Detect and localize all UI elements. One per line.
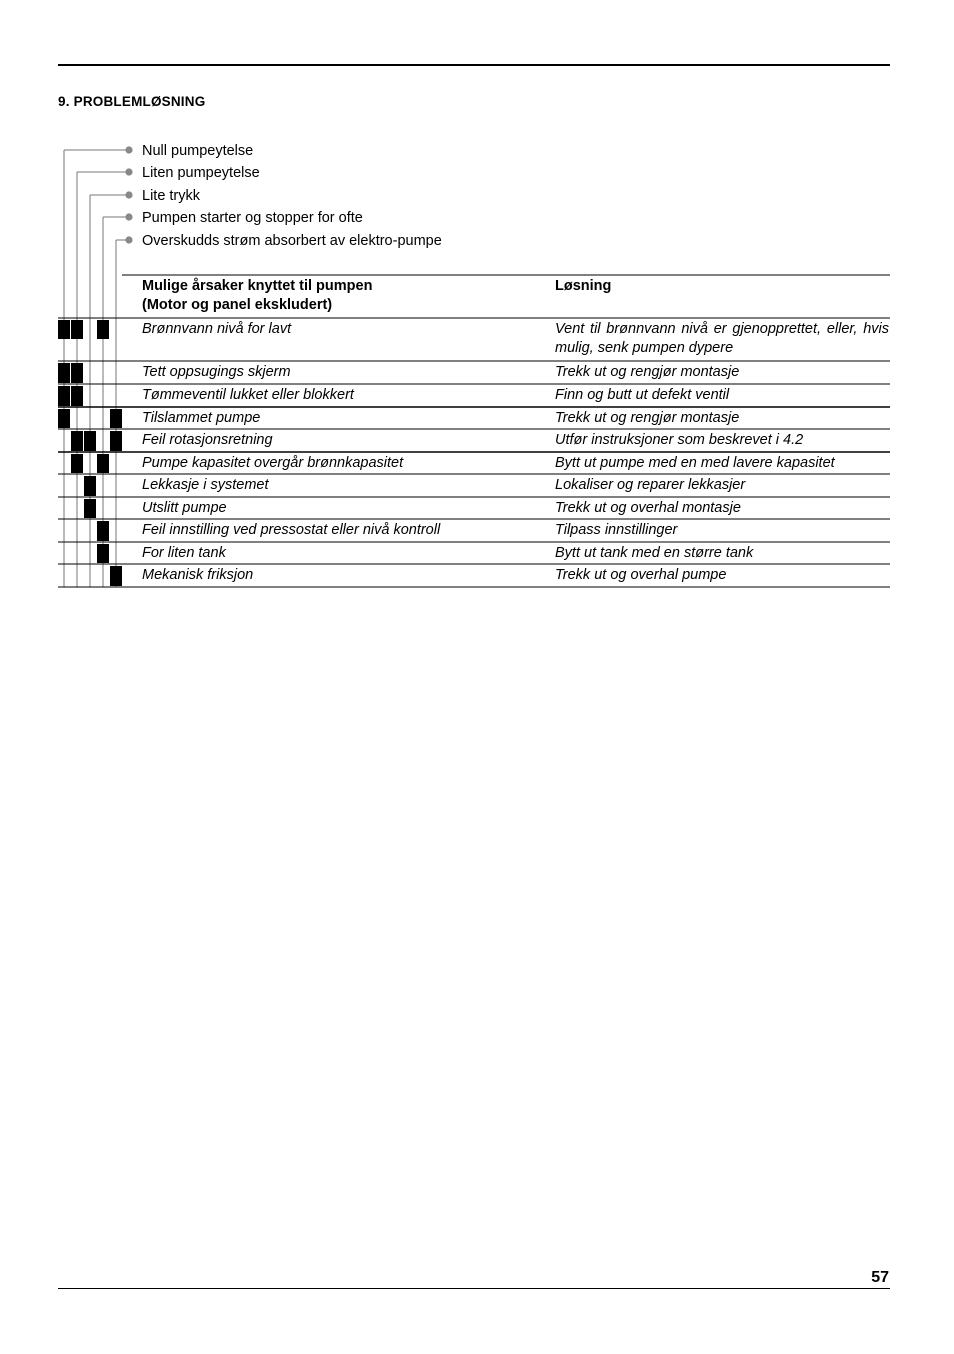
symptom-bullet-5: [125, 236, 132, 243]
solution-cell-4: Trekk ut og rengjør montasje: [555, 410, 740, 426]
cause-header-line1: Mulige årsaker knyttet til pumpen: [142, 278, 373, 294]
symptom-label-5: Overskudds strøm absorbert av elektro-pumpe: [142, 233, 442, 249]
solution-cell-9: Tilpass innstillinger: [555, 522, 678, 538]
solution-cell-1: Vent til brønnvann nivå er gjenopprettet, eller, hvis mulig, senk pumpen dypere: [555, 321, 889, 356]
row-1-mark-col-4: [97, 320, 109, 339]
symptom-label-3: Lite trykk: [142, 188, 201, 204]
symptom-bullet-1: [125, 146, 132, 153]
row-3-mark-col-2: [71, 386, 83, 406]
solution-cell-3: Finn og butt ut defekt ventil: [555, 387, 730, 403]
row-5-mark-col-5: [110, 431, 122, 451]
solution-header: Løsning: [555, 278, 612, 294]
bottom-rule: [58, 1288, 890, 1289]
solution-cell-5: Utfør instruksjoner som beskrevet i 4.2: [555, 432, 804, 448]
row-2-mark-col-2: [71, 363, 83, 383]
solution-cell-11: Trekk ut og overhal pumpe: [555, 567, 727, 583]
solution-cell-7: Lokaliser og reparer lekkasjer: [555, 477, 746, 493]
cause-header: [142, 277, 372, 315]
row-3-mark-col-1: [58, 386, 70, 406]
solution-cell-10: Bytt ut tank med en større tank: [555, 545, 754, 561]
row-11-mark-col-5: [110, 566, 122, 586]
symptom-bullet-4: [125, 213, 132, 220]
cause-header-line2: (Motor og panel ekskludert): [142, 297, 333, 313]
symptom-label-4: Pumpen starter og stopper for ofte: [142, 210, 363, 226]
solution-cell-2: Trekk ut og rengjør montasje: [555, 364, 740, 380]
row-8-mark-col-3: [84, 499, 96, 518]
symptom-label-1: Null pumpeytelse: [142, 143, 254, 159]
cause-cell-10: For liten tank: [142, 545, 226, 561]
solution-cell-8: Trekk ut og overhal montasje: [555, 500, 741, 516]
cause-cell-3: Tømmeventil lukket eller blokkert: [142, 387, 354, 403]
cause-cell-6: Pumpe kapasitet overgår brønnkapasitet: [142, 455, 404, 471]
page-number: 57: [871, 1269, 889, 1286]
row-6-mark-col-4: [97, 454, 109, 473]
symptom-label-2: Liten pumpeytelse: [142, 165, 260, 181]
row-1-mark-col-1: [58, 320, 70, 339]
symptom-bullet-2: [125, 168, 132, 175]
cause-cell-9: Feil innstilling ved pressostat eller nivå kontroll: [142, 522, 441, 538]
cause-cell-4: Tilslammet pumpe: [142, 410, 261, 426]
row-9-mark-col-4: [97, 521, 109, 541]
row-4-mark-col-1: [58, 409, 70, 428]
row-1-mark-col-2: [71, 320, 83, 339]
row-7-mark-col-3: [84, 476, 96, 496]
row-6-mark-col-2: [71, 454, 83, 473]
cause-cell-5: Feil rotasjonsretning: [142, 432, 273, 448]
cause-cell-2: Tett oppsugings skjerm: [142, 364, 291, 380]
symptom-bullet-3: [125, 191, 132, 198]
row-2-mark-col-1: [58, 363, 70, 383]
row-5-mark-col-3: [84, 431, 96, 451]
row-4-mark-col-5: [110, 409, 122, 428]
cause-cell-11: Mekanisk friksjon: [142, 567, 254, 583]
cause-cell-8: Utslitt pumpe: [142, 500, 227, 516]
cause-cell-1: Brønnvann nivå for lavt: [142, 321, 292, 337]
solution-cell-6: Bytt ut pumpe med en med lavere kapasitet: [555, 455, 835, 471]
row-10-mark-col-4: [97, 544, 109, 563]
cause-cell-7: Lekkasje i systemet: [142, 477, 269, 493]
row-5-mark-col-2: [71, 431, 83, 451]
section-title: 9. PROBLEMLØSNING: [58, 94, 206, 109]
